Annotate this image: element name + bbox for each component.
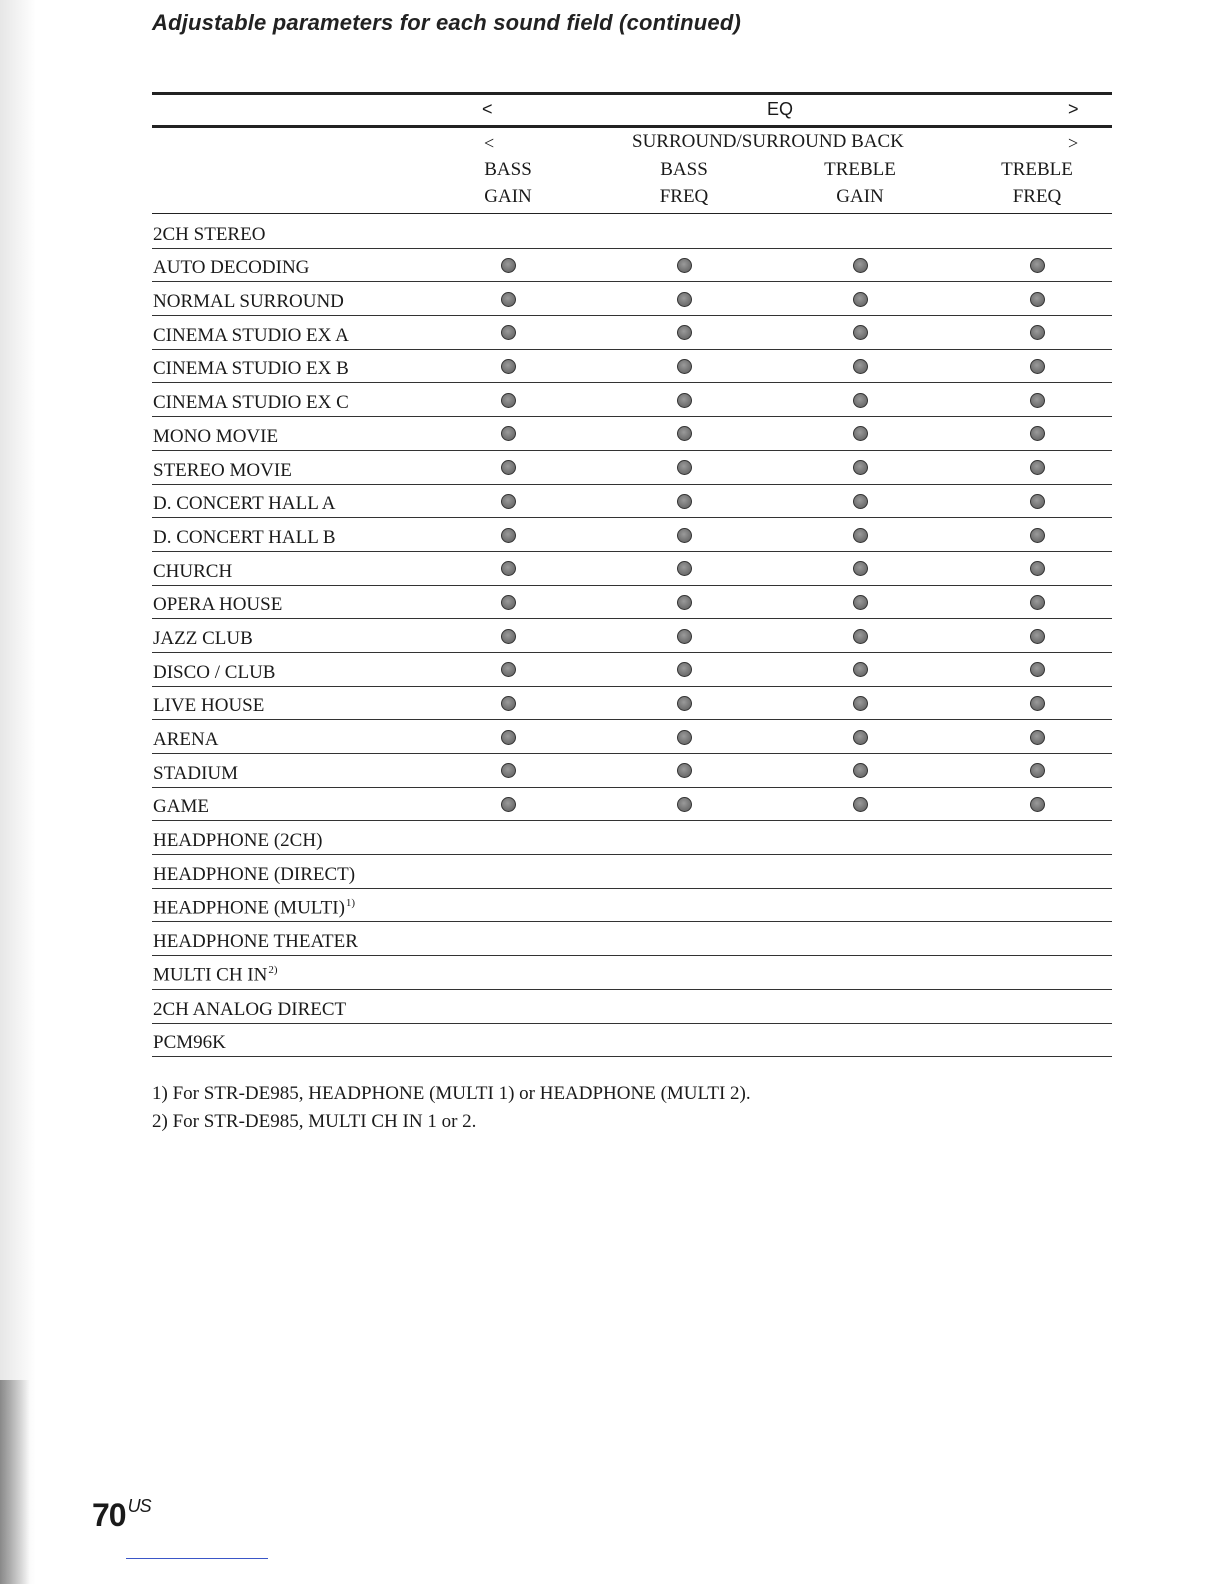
adjustable-dot-icon bbox=[853, 730, 868, 745]
column-header bbox=[438, 156, 578, 210]
row-label-text: HEADPHONE THEATER bbox=[153, 931, 358, 953]
row-label bbox=[153, 628, 253, 650]
adjustable-dot-icon bbox=[853, 763, 868, 778]
column-header-line1: TREBLE bbox=[824, 159, 896, 180]
row-label bbox=[153, 830, 322, 852]
row-label bbox=[153, 257, 309, 279]
sound-field-table bbox=[152, 215, 1112, 1057]
row-label bbox=[153, 561, 232, 583]
adjustable-dot-icon bbox=[1030, 629, 1045, 644]
adjustable-dot-icon bbox=[853, 629, 868, 644]
row-label-text: CINEMA STUDIO EX C bbox=[153, 392, 349, 414]
adjustable-dot-icon bbox=[677, 730, 692, 745]
adjustable-dot-icon bbox=[853, 662, 868, 677]
row-label bbox=[153, 1032, 226, 1054]
adjustable-dot-icon bbox=[677, 325, 692, 340]
column-header-line1: BASS bbox=[660, 159, 708, 180]
adjustable-dot-icon bbox=[677, 528, 692, 543]
row-label-text: ARENA bbox=[153, 729, 219, 750]
adjustable-dot-icon bbox=[853, 595, 868, 610]
table-row bbox=[152, 956, 1112, 990]
footnote: 1) For STR-DE985, HEADPHONE (MULTI 1) or HEADPHONE (MULTI 2). bbox=[152, 1083, 751, 1104]
eq-header-band bbox=[152, 92, 1112, 128]
row-label-text: HEADPHONE (MULTI) bbox=[153, 897, 345, 919]
surround-close-bracket: > bbox=[1068, 133, 1079, 153]
table-row bbox=[152, 249, 1112, 283]
adjustable-dot-icon bbox=[1030, 292, 1045, 307]
row-label-text: CHURCH bbox=[153, 560, 233, 582]
row-label-text: NORMAL SURROUND bbox=[153, 291, 344, 313]
adjustable-dot-icon bbox=[677, 662, 692, 677]
column-header-line2: GAIN bbox=[836, 186, 884, 207]
column-header bbox=[614, 156, 754, 210]
bottom-rule bbox=[126, 1558, 268, 1559]
adjustable-dot-icon bbox=[853, 696, 868, 711]
row-label bbox=[153, 662, 275, 684]
table-row bbox=[152, 720, 1112, 754]
row-label bbox=[153, 224, 265, 246]
adjustable-dot-icon bbox=[501, 258, 516, 273]
adjustable-dot-icon bbox=[677, 494, 692, 509]
row-label bbox=[153, 392, 349, 414]
adjustable-dot-icon bbox=[677, 763, 692, 778]
adjustable-dot-icon bbox=[677, 629, 692, 644]
adjustable-dot-icon bbox=[501, 359, 516, 374]
scan-shadow-left bbox=[0, 0, 36, 1584]
row-label-text: MONO MOVIE bbox=[153, 425, 279, 447]
column-header-line1: BASS bbox=[484, 159, 532, 180]
column-header-line2: GAIN bbox=[484, 186, 532, 207]
adjustable-dot-icon bbox=[501, 763, 516, 778]
adjustable-dot-icon bbox=[501, 426, 516, 441]
row-label bbox=[153, 695, 264, 717]
adjustable-dot-icon bbox=[501, 629, 516, 644]
table-row bbox=[152, 485, 1112, 519]
page-number-value: 70 bbox=[92, 1497, 126, 1533]
row-label bbox=[153, 594, 282, 616]
table-row bbox=[152, 316, 1112, 350]
table-row bbox=[152, 518, 1112, 552]
surround-open-bracket: < bbox=[484, 133, 495, 153]
adjustable-dot-icon bbox=[853, 393, 868, 408]
adjustable-dot-icon bbox=[853, 292, 868, 307]
table-row bbox=[152, 1024, 1112, 1058]
row-label-text: D. CONCERT HALL B bbox=[153, 526, 336, 548]
adjustable-dot-icon bbox=[853, 359, 868, 374]
page-heading: Adjustable parameters for each sound field (continued) bbox=[152, 10, 741, 35]
row-label bbox=[153, 897, 355, 919]
adjustable-dot-icon bbox=[1030, 696, 1045, 711]
adjustable-dot-icon bbox=[501, 460, 516, 475]
column-header-line1: TREBLE bbox=[1001, 159, 1073, 180]
row-label-text: D. CONCERT HALL A bbox=[153, 493, 336, 515]
row-label bbox=[153, 931, 358, 953]
row-label bbox=[153, 460, 292, 482]
adjustable-dot-icon bbox=[853, 258, 868, 273]
table-row bbox=[152, 687, 1112, 721]
table-row bbox=[152, 619, 1112, 653]
adjustable-dot-icon bbox=[677, 359, 692, 374]
row-label bbox=[153, 527, 336, 549]
row-label bbox=[153, 729, 218, 751]
adjustable-dot-icon bbox=[1030, 359, 1045, 374]
adjustable-dot-icon bbox=[677, 696, 692, 711]
row-label-text: LIVE HOUSE bbox=[153, 695, 265, 717]
row-label bbox=[153, 999, 346, 1021]
adjustable-dot-icon bbox=[501, 797, 516, 812]
row-label-text: DISCO / CLUB bbox=[153, 661, 276, 683]
adjustable-dot-icon bbox=[1030, 258, 1045, 273]
table-row bbox=[152, 922, 1112, 956]
row-label-text: OPERA HOUSE bbox=[153, 594, 283, 616]
adjustable-dot-icon bbox=[853, 325, 868, 340]
adjustable-dot-icon bbox=[853, 460, 868, 475]
table-row bbox=[152, 350, 1112, 384]
row-label-text: STEREO MOVIE bbox=[153, 459, 292, 481]
adjustable-dot-icon bbox=[853, 528, 868, 543]
row-label-text: HEADPHONE (2CH) bbox=[153, 830, 323, 852]
adjustable-dot-icon bbox=[501, 662, 516, 677]
page-number-suffix: US bbox=[127, 1496, 151, 1516]
footnote-ref: 1) bbox=[345, 897, 356, 910]
adjustable-dot-icon bbox=[501, 325, 516, 340]
footnotes bbox=[152, 1080, 751, 1136]
row-label bbox=[153, 493, 336, 515]
row-label-text: AUTO DECODING bbox=[153, 257, 310, 279]
row-label bbox=[153, 796, 209, 818]
row-label-text: PCM96K bbox=[153, 1032, 226, 1054]
adjustable-dot-icon bbox=[1030, 797, 1045, 812]
adjustable-dot-icon bbox=[853, 561, 868, 576]
adjustable-dot-icon bbox=[677, 292, 692, 307]
scan-shadow-bottom bbox=[0, 1380, 30, 1584]
row-label-text: 2CH ANALOG DIRECT bbox=[153, 998, 347, 1020]
adjustable-dot-icon bbox=[501, 393, 516, 408]
adjustable-dot-icon bbox=[501, 561, 516, 576]
adjustable-dot-icon bbox=[501, 595, 516, 610]
row-label-text: 2CH STEREO bbox=[153, 223, 266, 245]
column-header-line2: FREQ bbox=[659, 186, 709, 207]
adjustable-dot-icon bbox=[1030, 561, 1045, 576]
row-label-text: GAME bbox=[153, 796, 209, 818]
adjustable-dot-icon bbox=[1030, 494, 1045, 509]
adjustable-dot-icon bbox=[501, 292, 516, 307]
adjustable-dot-icon bbox=[501, 730, 516, 745]
eq-open-bracket: < bbox=[482, 99, 493, 119]
table-row bbox=[152, 215, 1112, 249]
row-label-text: STADIUM bbox=[153, 762, 239, 784]
adjustable-dot-icon bbox=[501, 696, 516, 711]
table-row bbox=[152, 990, 1112, 1024]
row-label-text: JAZZ CLUB bbox=[153, 627, 253, 649]
adjustable-dot-icon bbox=[677, 595, 692, 610]
adjustable-dot-icon bbox=[677, 393, 692, 408]
adjustable-dot-icon bbox=[1030, 393, 1045, 408]
adjustable-dot-icon bbox=[677, 460, 692, 475]
table-row bbox=[152, 417, 1112, 451]
row-label bbox=[153, 291, 344, 313]
surround-label: SURROUND/SURROUND BACK bbox=[632, 131, 904, 152]
adjustable-dot-icon bbox=[853, 426, 868, 441]
adjustable-dot-icon bbox=[677, 426, 692, 441]
table-row bbox=[152, 653, 1112, 687]
table-row bbox=[152, 821, 1112, 855]
header-rule bbox=[152, 213, 1112, 214]
row-label-text: CINEMA STUDIO EX B bbox=[153, 358, 349, 380]
table-row bbox=[152, 451, 1112, 485]
row-label-text: CINEMA STUDIO EX A bbox=[153, 324, 349, 346]
column-header bbox=[790, 156, 930, 210]
table-row bbox=[152, 282, 1112, 316]
adjustable-dot-icon bbox=[501, 528, 516, 543]
column-header bbox=[967, 156, 1107, 210]
table-row bbox=[152, 552, 1112, 586]
row-label bbox=[153, 763, 238, 785]
row-label bbox=[153, 358, 349, 380]
adjustable-dot-icon bbox=[1030, 460, 1045, 475]
table-row bbox=[152, 754, 1112, 788]
adjustable-dot-icon bbox=[853, 797, 868, 812]
adjustable-dot-icon bbox=[501, 494, 516, 509]
row-label bbox=[153, 426, 278, 448]
adjustable-dot-icon bbox=[1030, 426, 1045, 441]
row-label-text: MULTI CH IN bbox=[153, 964, 268, 986]
adjustable-dot-icon bbox=[1030, 325, 1045, 340]
eq-close-bracket: > bbox=[1068, 99, 1079, 119]
adjustable-dot-icon bbox=[1030, 763, 1045, 778]
footnote-ref: 2) bbox=[268, 964, 278, 977]
adjustable-dot-icon bbox=[677, 561, 692, 576]
row-label bbox=[153, 325, 349, 347]
adjustable-dot-icon bbox=[1030, 662, 1045, 677]
footnote: 2) For STR-DE985, MULTI CH IN 1 or 2. bbox=[152, 1111, 477, 1132]
adjustable-dot-icon bbox=[677, 258, 692, 273]
adjustable-dot-icon bbox=[1030, 595, 1045, 610]
table-row bbox=[152, 383, 1112, 417]
table-row bbox=[152, 855, 1112, 889]
table-row bbox=[152, 586, 1112, 620]
column-header-line2: FREQ bbox=[1012, 186, 1062, 207]
page-number bbox=[92, 1496, 151, 1534]
row-label bbox=[153, 964, 278, 986]
row-label-text: HEADPHONE (DIRECT) bbox=[153, 863, 356, 885]
table-row bbox=[152, 788, 1112, 822]
eq-label: EQ bbox=[767, 99, 794, 119]
adjustable-dot-icon bbox=[677, 797, 692, 812]
adjustable-dot-icon bbox=[853, 494, 868, 509]
row-label bbox=[153, 864, 355, 886]
adjustable-dot-icon bbox=[1030, 730, 1045, 745]
adjustable-dot-icon bbox=[1030, 528, 1045, 543]
table-row bbox=[152, 889, 1112, 923]
